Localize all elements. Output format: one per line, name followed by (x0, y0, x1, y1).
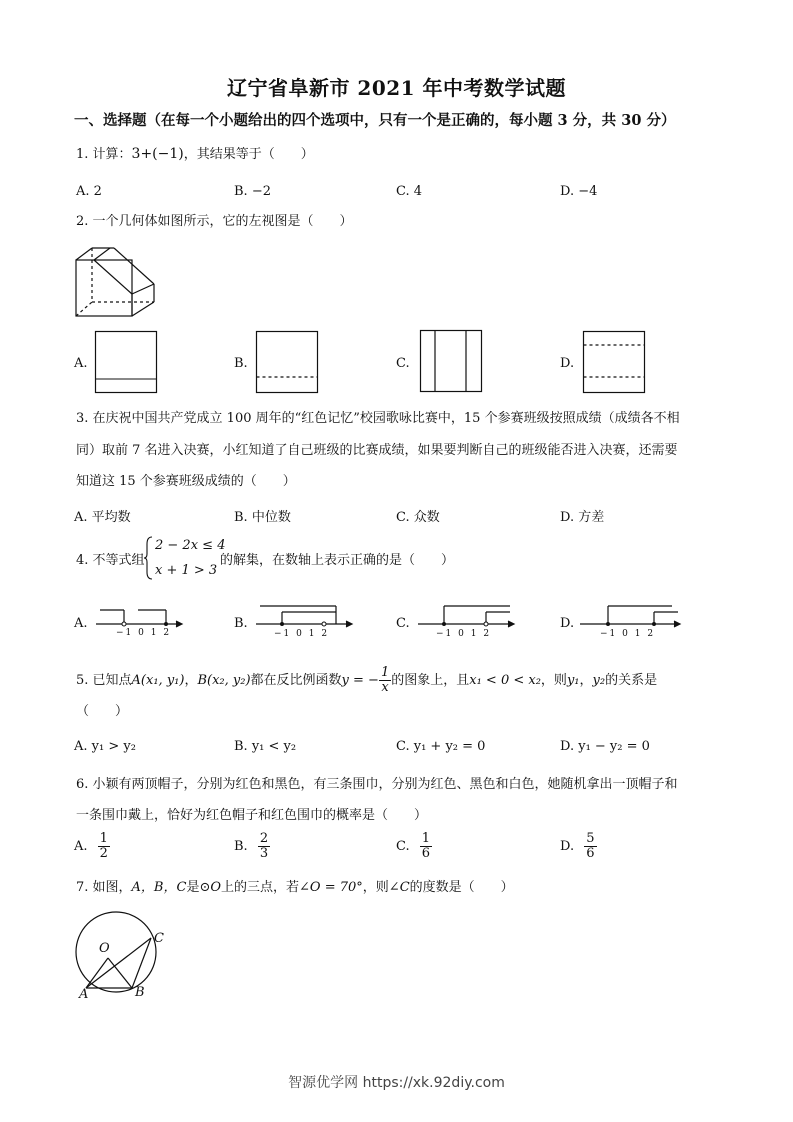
question-3-line-2: 同）取前 7 名进入决赛，小红知道了自己班级的比赛成绩，如果要判断自己的班级能否进入决赛，还需要 (76, 443, 678, 458)
q4-option-c-label[interactable]: C. (396, 616, 410, 631)
q1-option-b[interactable]: B. −2 (234, 184, 271, 199)
q2-option-c-view[interactable] (420, 330, 482, 392)
q7-label-c: C (154, 931, 164, 946)
q4-inequality-2: x + 1 > 3 (155, 563, 218, 578)
question-5-line-1: 5. 已知点A(x₁, y₁)，B(x₂, y₂)都在反比例函数y = − $\frac{1}{x}$ 的图象上，且x₁ < 0 < x₂，则y₁，y₂的关系是 (76, 665, 658, 695)
q5-option-d[interactable]: D. y₁ − y₂ = 0 (560, 739, 650, 754)
q7-label-a: A (79, 987, 89, 1002)
q1-option-c[interactable]: C. 4 (396, 184, 423, 199)
question-4: 4. 不等式组 (76, 553, 145, 568)
q4-inequality-1: 2 − 2x ≤ 4 (155, 538, 226, 553)
question-7: 7. 如图，A，B，C是⊙O上的三点，若∠O = 70°，则∠C的度数是（ ） (76, 880, 514, 895)
q2-option-a-label[interactable]: A. (74, 356, 88, 371)
question-3-line-3: 知道这 15 个参赛班级成绩的（ ） (76, 474, 296, 489)
question-4-end: 的解集，在数轴上表示正确的是（ ） (220, 553, 455, 568)
q4-c-ticks: −1 0 1 2 (436, 629, 492, 639)
question-5-line-2: （ ） (76, 704, 129, 719)
q4-b-ticks: −1 0 1 2 (274, 629, 330, 639)
q4-d-ticks: −1 0 1 2 (600, 629, 656, 639)
q4-brace (144, 536, 154, 580)
q1-stem-end: ，其结果等于（ ） (183, 147, 314, 162)
q3-option-c[interactable]: C. 众数 (396, 510, 440, 525)
q5-point-a: A(x₁, y₁) (131, 673, 185, 688)
q5-condition: x₁ < 0 < x₂ (469, 673, 541, 688)
section-heading: 一、选择题（在每一个小题给出的四个选项中，只有一个是正确的，每小题 3 分，共 30 分） (74, 112, 676, 129)
q2-option-d-label[interactable]: D. (560, 356, 575, 371)
q4-option-a-label[interactable]: A. (74, 616, 88, 631)
q3-option-a[interactable]: A. 平均数 (74, 510, 131, 525)
question-3-line-1: 3. 在庆祝中国共产党成立 100 周年的“红色记忆”校园歌咏比赛中，15 个参赛班级按照成绩（成绩各不相 (76, 411, 680, 426)
q1-option-a[interactable]: A. 2 (76, 184, 102, 199)
q2-option-b-label[interactable]: B. (234, 356, 248, 371)
q7-angle-c: ∠C (388, 880, 410, 895)
question-6-line-2: 一条围巾戴上，恰好为红色帽子和红色围巾的概率是（ ） (76, 808, 428, 823)
q5-point-b: B(x₂, y₂) (197, 673, 251, 688)
q4-option-d-label[interactable]: D. (560, 616, 575, 631)
question-1 (76, 146, 314, 163)
q4-a-ticks: −1 0 1 2 (116, 628, 172, 638)
q2-option-b-view[interactable] (256, 331, 318, 393)
q1-expression: 3+(−1) (131, 146, 184, 162)
q3-option-d[interactable]: D. 方差 (560, 510, 605, 525)
q7-angle-o: ∠O = 70° (299, 880, 363, 895)
q2-option-c-label[interactable]: C. (396, 356, 410, 371)
q5-option-a[interactable]: A. y₁ > y₂ (74, 739, 136, 754)
footer-watermark: 智源优学网 https://xk.92diy.com (288, 1075, 505, 1091)
q7-label-b: B (135, 985, 145, 1000)
q5-option-c[interactable]: C. y₁ + y₂ = 0 (396, 739, 486, 754)
q7-circle-figure (70, 910, 190, 1020)
q7-label-o: O (99, 941, 110, 956)
q6-option-b[interactable]: B. $\frac{2}{3}$ (234, 831, 269, 861)
q3-option-b[interactable]: B. 中位数 (234, 510, 291, 525)
q1-stem: 1. 计算： (76, 147, 132, 162)
q6-option-a[interactable]: A. $\frac{1}{2}$ (74, 831, 108, 861)
q2-solid-figure (74, 246, 164, 318)
q4-option-b-label[interactable]: B. (234, 616, 248, 631)
question-6-line-1: 6. 小颖有两顶帽子，分别为红色和黑色，有三条围巾，分别为红色、黑色和白色，她随机拿出一顶帽子和 (76, 777, 678, 792)
q5-function-fraction: $\frac{1}{x}$ (380, 665, 390, 695)
question-2: 2. 一个几何体如图所示，它的左视图是（ ） (76, 214, 353, 229)
q2-option-d-view[interactable] (583, 331, 645, 393)
page-title: 辽宁省阜新市 2021 年中考数学试题 (226, 76, 567, 100)
q6-option-c[interactable]: C. $\frac{1}{6}$ (396, 831, 431, 861)
q2-option-a-view[interactable] (95, 331, 157, 393)
q6-option-d[interactable]: D. $\frac{5}{6}$ (560, 831, 595, 861)
q5-option-b[interactable]: B. y₁ < y₂ (234, 739, 297, 754)
q1-option-d[interactable]: D. −4 (560, 184, 598, 199)
